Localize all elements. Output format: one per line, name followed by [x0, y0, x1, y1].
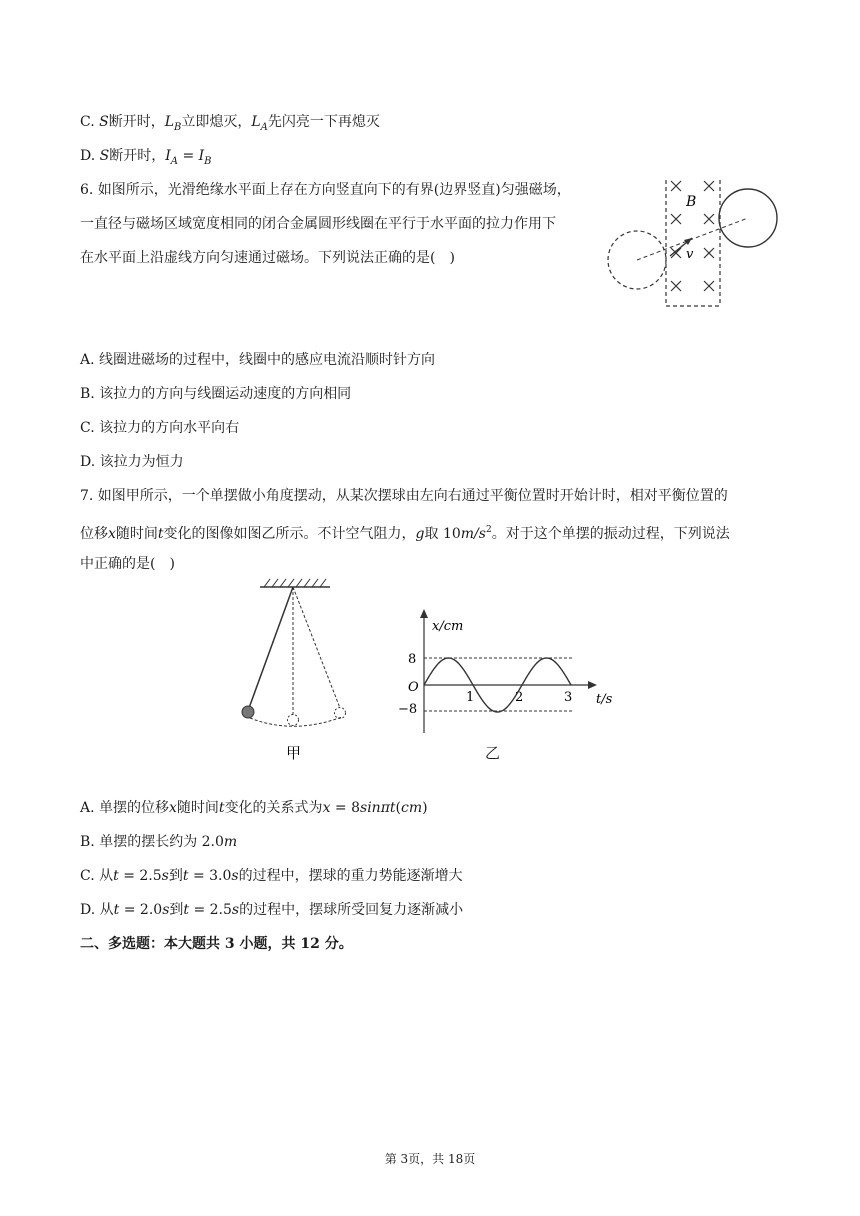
y-tick-pos: 8 — [408, 652, 417, 667]
pendulum-ball — [242, 706, 254, 718]
caption-yi: 乙 — [485, 744, 501, 762]
q7-option-d: D. 从t = 2.0s到t = 2.5s的过程中，摆球所受回复力逐渐减小 — [80, 902, 464, 918]
q6-stem-line-1: 6. 如图所示，光滑绝缘水平面上存在方向竖直向下的有界(边界竖直)匀强磁场， — [80, 182, 571, 198]
q6-figure-magnetic-field — [600, 172, 790, 312]
page-footer: 第 3页，共 18页 — [384, 1152, 476, 1166]
q7-stem-line-2: 位移x随时间t变化的图像如图乙所示。不计空气阻力，g取 $10m/s^2$。对于这个单摆的振动过程，下列说法 — [80, 525, 730, 542]
q6-option-d: D. 该拉力为恒力 — [80, 454, 184, 470]
x-tick-2: 2 — [515, 690, 524, 705]
velocity-label: v — [686, 247, 694, 262]
caption-jia: 甲 — [286, 744, 302, 762]
x-tick-1: 1 — [466, 690, 475, 705]
pendulum-string — [249, 587, 293, 708]
q7-option-c: C. 从t = 2.5s到t = 3.0s的过程中，摆球的重力势能逐渐增大 — [80, 868, 463, 884]
section-heading-multiple-choice: 二、多选题：本大题共 3 小题，共 12 分。 — [80, 936, 353, 952]
q5-option-d: D. S断开时，$I_A = I_B$ — [80, 148, 212, 167]
q7-stem-line-1: 7. 如图甲所示，一个单摆做小角度摆动，从某次摆球由左向右通过平衡位置时开始计时，相对平衡位置的 — [80, 488, 728, 504]
x-tick-3: 3 — [564, 690, 573, 705]
q7-figure-pendulum — [230, 575, 370, 770]
q6-option-a: A. 线圈进磁场的过程中，线圈中的感应电流沿顺时针方向 — [80, 352, 436, 368]
q6-stem-line-3: 在水平面上沿虚线方向匀速通过磁场。下列说法正确的是( ) — [80, 250, 455, 266]
q6-option-c: C. 该拉力的方向水平向右 — [80, 420, 240, 436]
q7-stem-line-3: 中正确的是( ) — [80, 556, 175, 572]
field-label: B — [686, 194, 697, 210]
q5-option-c: C. S断开时，$L_B$立即熄灭，$L_A$先闪亮一下再熄灭 — [80, 114, 380, 133]
y-axis-label: x/cm — [432, 619, 464, 634]
y-tick-neg: −8 — [398, 702, 418, 717]
x-axis-label: t/s — [596, 692, 613, 707]
q6-option-b: B. 该拉力的方向与线圈运动速度的方向相同 — [80, 386, 352, 402]
q6-stem-line-2: 一直径与磁场区域宽度相同的闭合金属圆形线圈在平行于水平面的拉力作用下 — [80, 216, 556, 232]
q7-option-a: A. 单摆的位移x随时间t变化的关系式为x = 8sinπt(cm) — [80, 800, 428, 816]
origin-label: O — [408, 680, 419, 695]
q7-figure-xt-graph — [392, 605, 632, 765]
q7-option-b: B. 单摆的摆长约为 2.0m — [80, 834, 238, 850]
ceiling-hatch — [264, 579, 326, 587]
